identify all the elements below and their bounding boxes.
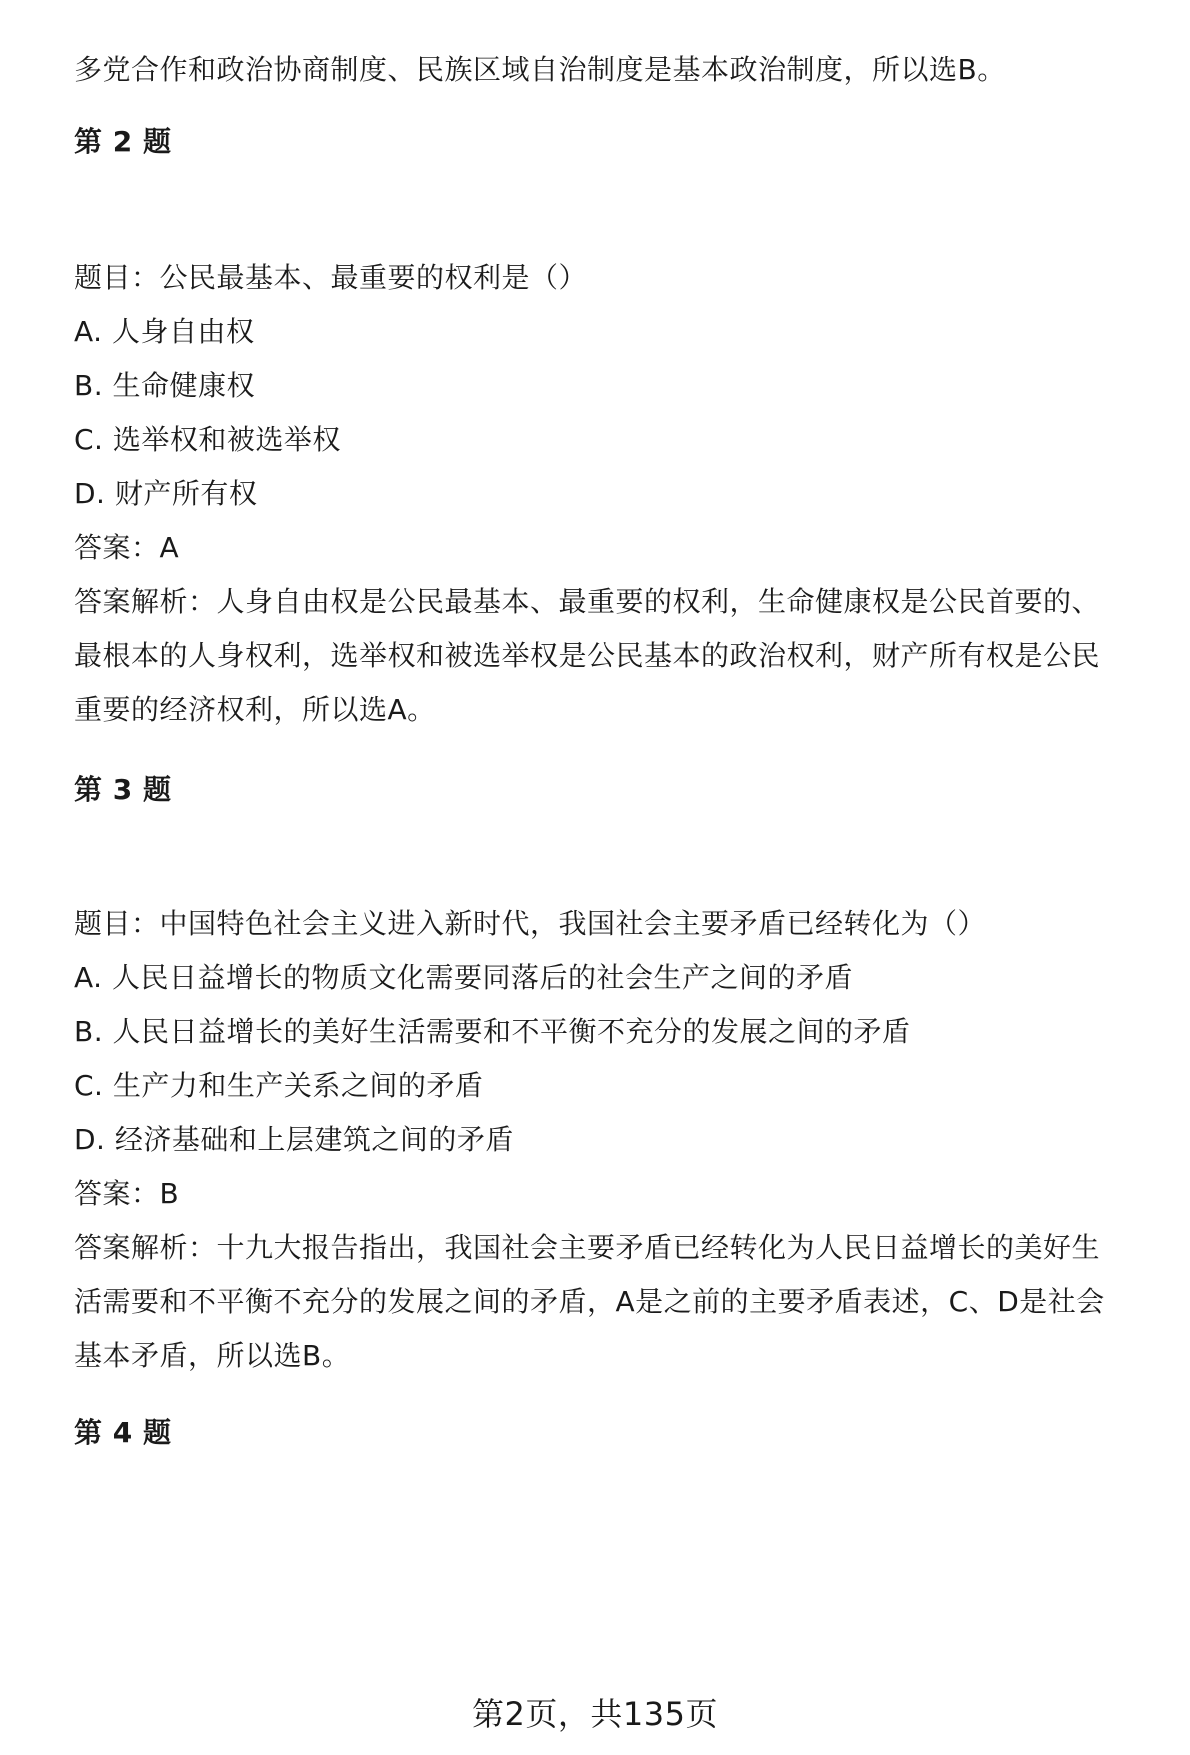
question-3-stem: 题目：中国特色社会主义进入新时代，我国社会主要矛盾已经转化为（） <box>74 907 987 940</box>
question-3-option-c: C. 生产力和生产关系之间的矛盾 <box>74 1069 484 1102</box>
question-2-explanation-line-1: 答案解析：人身自由权是公民最基本、最重要的权利，生命健康权是公民首要的、 <box>74 585 1101 618</box>
question-4-heading: 第 4 题 <box>74 1416 172 1449</box>
question-3-explanation-line-3: 基本矛盾，所以选B。 <box>74 1339 351 1372</box>
question-2-option-c: C. 选举权和被选举权 <box>74 423 341 456</box>
previous-explanation-tail: 多党合作和政治协商制度、民族区域自治制度是基本政治制度，所以选B。 <box>74 53 1006 86</box>
question-3-explanation-line-1: 答案解析：十九大报告指出，我国社会主要矛盾已经转化为人民日益增长的美好生 <box>74 1231 1101 1264</box>
question-2-answer: 答案：A <box>74 531 180 564</box>
question-3-option-a: A. 人民日益增长的物质文化需要同落后的社会生产之间的矛盾 <box>74 961 853 994</box>
question-2-stem: 题目：公民最基本、最重要的权利是（） <box>74 261 588 294</box>
question-3-answer: 答案：B <box>74 1177 180 1210</box>
question-3-heading: 第 3 题 <box>74 773 172 806</box>
question-2-option-d: D. 财产所有权 <box>74 477 258 510</box>
question-2-explanation-line-3: 重要的经济权利，所以选A。 <box>74 693 436 726</box>
question-2-option-a: A. 人身自由权 <box>74 315 255 348</box>
question-2-explanation-line-2: 最根本的人身权利，选举权和被选举权是公民基本的政治权利，财产所有权是公民 <box>74 639 1101 672</box>
question-2-option-b: B. 生命健康权 <box>74 369 256 402</box>
question-3-option-b: B. 人民日益增长的美好生活需要和不平衡不充分的发展之间的矛盾 <box>74 1015 911 1048</box>
question-3-explanation-line-2: 活需要和不平衡不充分的发展之间的矛盾，A是之前的主要矛盾表述，C、D是社会 <box>74 1285 1105 1318</box>
question-3-option-d: D. 经济基础和上层建筑之间的矛盾 <box>74 1123 514 1156</box>
page-footer: 第2页，共135页 <box>472 1695 718 1733</box>
question-2-heading: 第 2 题 <box>74 125 172 158</box>
